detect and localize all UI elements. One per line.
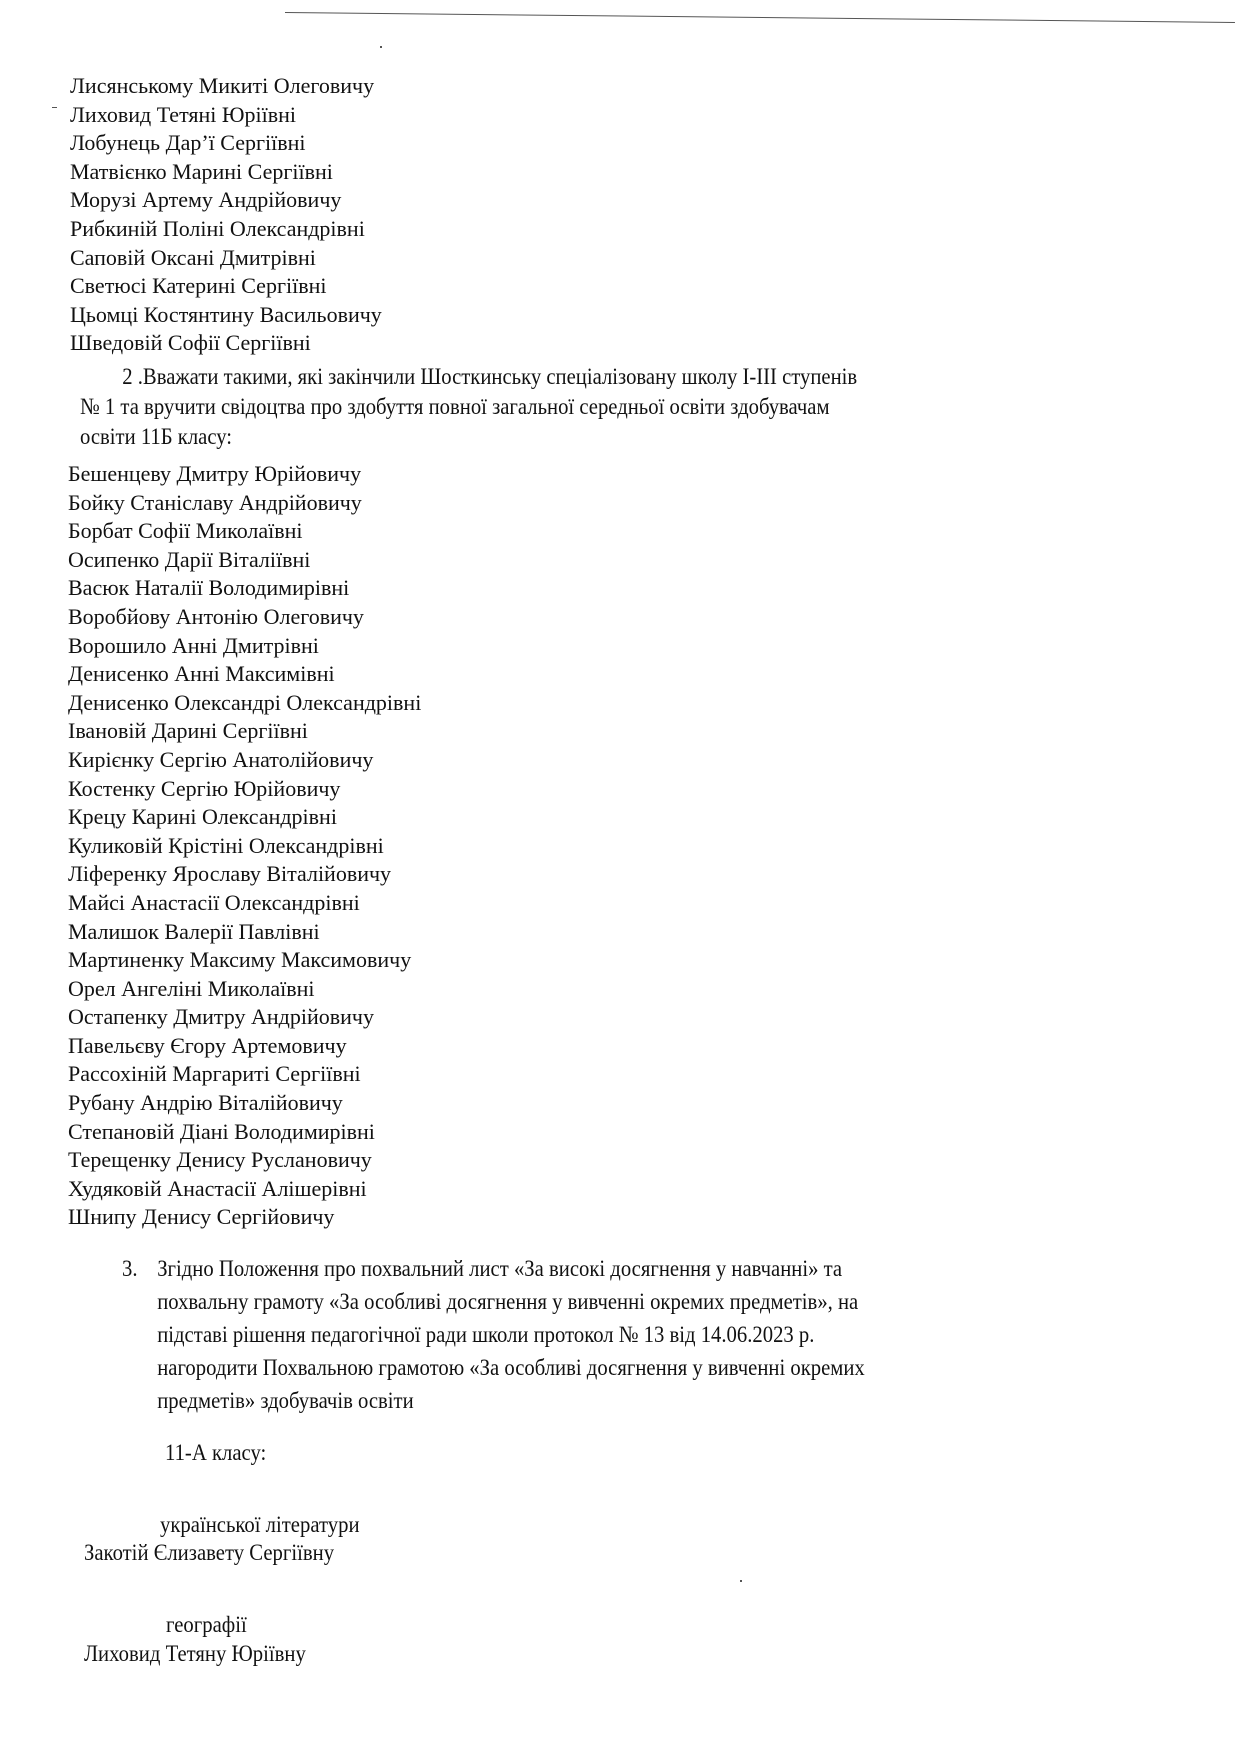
list-item: Денисенко Олександрі Олександрівні [68,689,422,715]
list-item: Орел Ангеліні Миколаївні [68,975,315,1001]
list-item: Худяковій Анастасії Алішерівні [68,1175,367,1201]
list-item: Остапенку Дмитру Андрійовичу [68,1004,374,1030]
list-item: Морузі Артему Андрійовичу [70,187,342,213]
list-item: Рибкиній Поліні Олександрівні [70,215,365,241]
item-number: 3. [122,1256,138,1282]
graduates-list-11b [68,460,421,1232]
list-item: Степановій Діані Володимирівні [68,1118,375,1144]
list-item: Лиховид Тетяні Юріївні [70,101,297,127]
list-item: Мартиненку Максиму Максимовичу [68,947,412,973]
paragraph-line: похвальну грамоту «За особливі досягнення у вивченні окремих предметів», на [157,1289,859,1315]
award-subject: географії [166,1612,247,1637]
list-item: Павельєву Єгору Артемовичу [68,1032,347,1058]
list-item: Костенку Сергію Юрійовичу [68,775,341,801]
list-item: Светюсі Катерині Сергіївні [70,273,327,299]
list-item: Матвієнко Марині Сергіївні [70,158,333,184]
list-item: Бешенцеву Дмитру Юрійовичу [68,461,362,486]
paragraph-line: підставі рішення педагогічної ради школи протокол № 13 від 14.06.2023 р. [157,1322,815,1348]
list-item: Івановій Дарині Сергіївні [68,718,308,744]
list-item: Цьомці Костянтину Васильовичу [70,301,382,327]
scan-speck [52,107,57,108]
list-item: Шнипу Денису Сергійовичу [68,1204,335,1230]
class-11a-heading: 11-А класу: [165,1440,267,1465]
award-student: Закотій Єлизавету Сергіївну [84,1540,335,1565]
list-item: Рубану Андрію Віталійовичу [68,1090,343,1116]
list-item: Воробйову Антонію Олеговичу [68,603,364,629]
list-item: Бойку Станіславу Андрійовичу [68,489,362,515]
paragraph-text: Згідно Положення про похвальний лист «За високі досягнення у навчанні» та [157,1256,843,1282]
list-item: Куликовій Крістіні Олександрівні [68,832,384,858]
list-item: Борбат Софії Миколаївні [68,518,303,544]
graduates-list-11a-continued [70,72,382,358]
award-student: Лиховид Тетяну Юріївну [84,1641,306,1666]
award-subject: української літератури [160,1512,360,1537]
order-item-3 [122,1253,865,1418]
list-item: Лисянському Микиті Олеговичу [70,73,375,98]
list-item: Кирієнку Сергію Анатолійовичу [68,746,374,772]
list-item: Денисенко Анні Максимівні [68,661,335,687]
paragraph-line: нагородити Похвальною грамотою «За особливі досягнення у вивченні окремих [157,1355,865,1381]
list-item: Ліференку Ярославу Віталійовичу [68,861,392,887]
paragraph-line: № 1 та вручити свідоцтва про здобуття повної загальної середньої освіти здобувачам [80,394,830,420]
paragraph-line: предметів» здобувачів освіти [157,1388,414,1414]
order-item-2 [80,362,1180,452]
paragraph-line [122,1253,865,1286]
list-item: Саповій Оксані Дмитрівні [70,244,316,270]
list-item: Шведовій Софії Сергіївні [70,330,311,356]
scan-speck [740,1580,742,1582]
list-item: Рассохіній Маргариті Сергіївні [68,1061,361,1087]
paragraph-line: 2 .Вважати такими, які закінчили Шосткинську спеціалізовану школу І-ІІІ ступенів [122,364,858,390]
scan-top-border-line [285,12,1235,23]
list-item: Лобунець Дар’ї Сергіївні [70,130,306,156]
list-item: Ворошило Анні Дмитрівні [68,632,319,658]
list-item: Терещенку Денису Руслановичу [68,1147,372,1173]
paragraph-line: освіти 11Б класу: [80,424,233,450]
list-item: Васюк Наталії Володимирівні [68,575,350,601]
scan-speck [380,46,382,48]
list-item: Малишок Валерії Павлівні [68,918,320,944]
list-item: Осипенко Дарії Віталіївні [68,546,311,572]
list-item: Майсі Анастасії Олександрівні [68,889,360,915]
list-item: Крецу Карині Олександрівні [68,804,337,830]
